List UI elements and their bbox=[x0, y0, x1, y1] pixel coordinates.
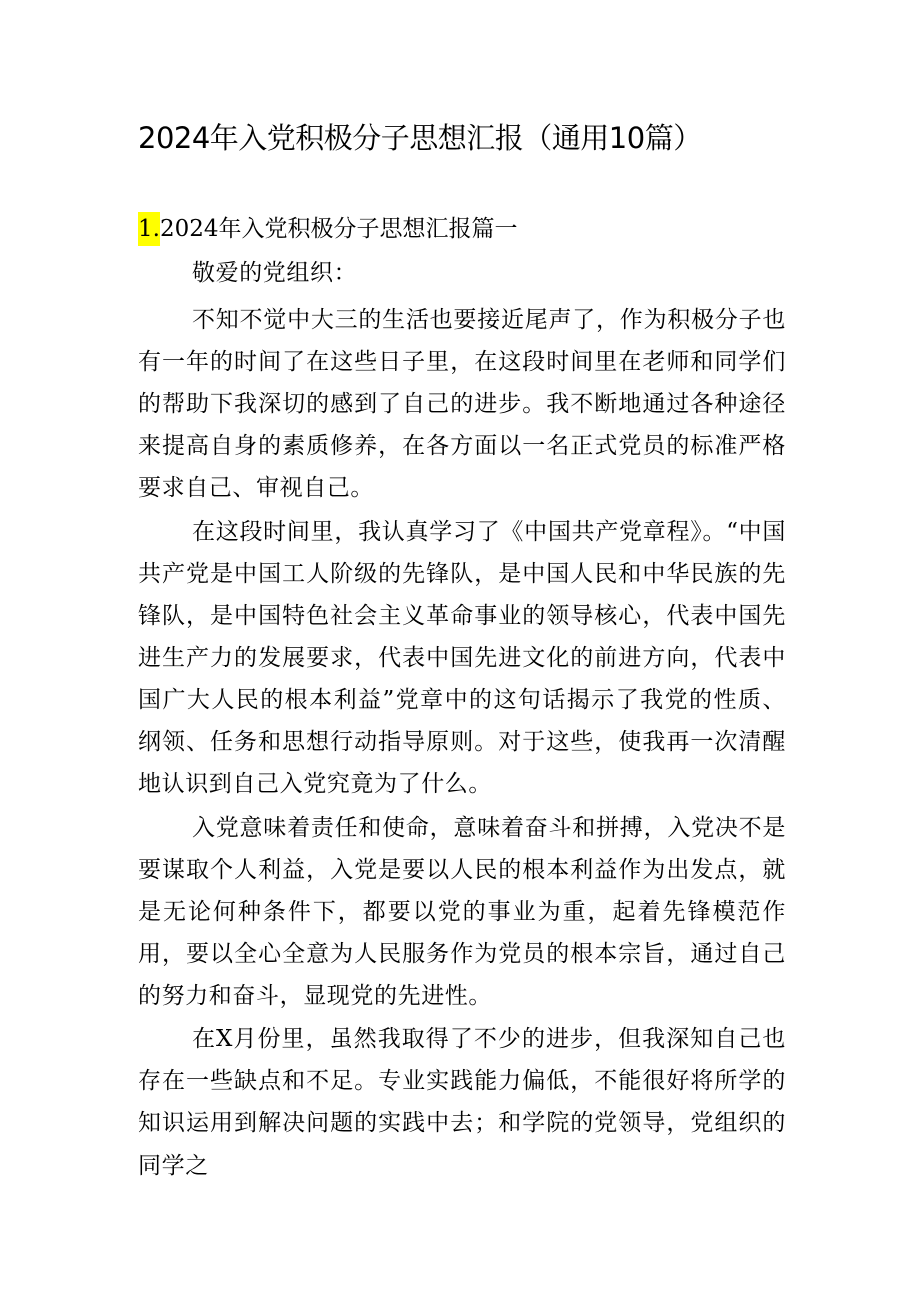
body-paragraph: 在X月份里，虽然我取得了不少的进步，但我深知自己也存在一些缺点和不足。专业实践能力偏低，不能很好将所学的知识运用到解决问题的实践中去；和学院的党领导，党组织的同学之 bbox=[138, 1026, 786, 1179]
body-paragraph: 入党意味着责任和使命，意味着奋斗和拼搏，入党决不是要谋取个人利益，入党是要以人民的根本利益作为出发点，就是无论何种条件下，都要以党的事业为重，起着先锋模范作用，要以全心全意为人民服务作为党员的根本宗旨，通过自己的努力和奋斗，显现党的先进性。 bbox=[138, 814, 786, 1009]
body-paragraph: 不知不觉中大三的生活也要接近尾声了，作为积极分子也有一年的时间了在这些日子里，在这段时间里在老师和同学们的帮助下我深切的感到了自己的进步。我不断地通过各种途径来提高自身的素质修养，在各方面以一名正式党员的标准严格要求自己、审视自己。 bbox=[138, 307, 786, 502]
document-body bbox=[138, 252, 786, 1188]
document-title: 2024年入党积极分子思想汇报（通用10篇） bbox=[138, 121, 702, 155]
section-heading bbox=[138, 206, 518, 252]
salutation: 敬爱的党组织： bbox=[192, 260, 358, 286]
section-number-highlight: 1. bbox=[138, 212, 160, 246]
section-heading-text: 2024年入党积极分子思想汇报篇一 bbox=[159, 216, 518, 242]
body-paragraph: 在这段时间里，我认真学习了《中国共产党章程》。“中国共产党是中国工人阶级的先锋队，是中国人民和中华民族的先锋队，是中国特色社会主义革命事业的领导核心，代表中国先进生产力的发展要求，代表中国先进文化的前进方向，代表中国广大人民的根本利益”党章中的这句话揭示了我党的性质、纲领、任务和思想行动指导原则。对于这些，使我再一次清醒地认识到自己入党究竟为了什么。 bbox=[138, 518, 786, 798]
